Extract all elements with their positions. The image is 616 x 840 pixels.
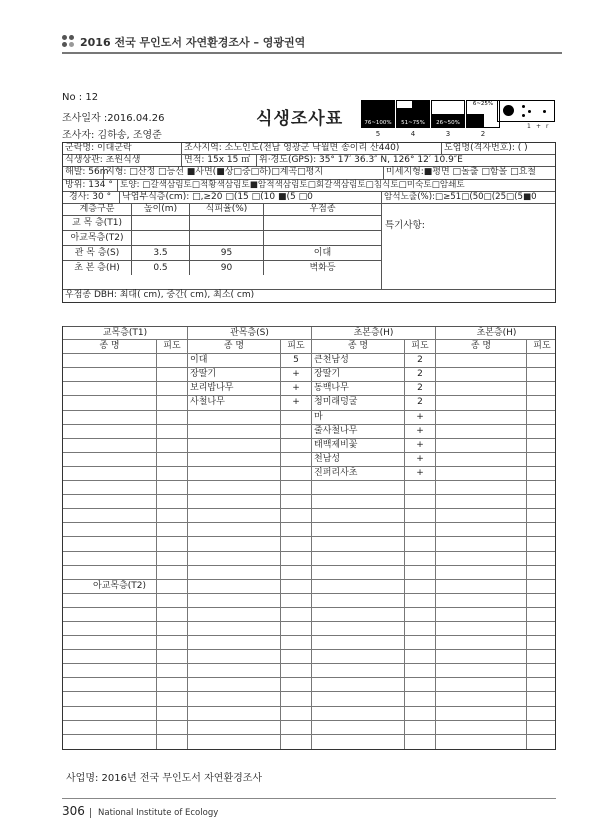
species-row bbox=[63, 650, 555, 664]
herb-species-name: 마 bbox=[311, 411, 404, 424]
herb-species-cover: 2 bbox=[404, 382, 435, 395]
header-title: 2016 전국 무인도서 자연환경조사 – 영광권역 bbox=[80, 36, 306, 49]
vegetation-form bbox=[62, 142, 556, 303]
section-shrub: 관목층(S) bbox=[187, 327, 311, 339]
herb-species-name: 줄사철나무 bbox=[311, 425, 404, 438]
cover-num-2: 2 bbox=[480, 130, 486, 138]
section-herb-2: 초본층(H) bbox=[435, 327, 557, 339]
elevation: 해발: 56m bbox=[65, 167, 109, 178]
layer-row: 관 목 층(S) 3.5 95 이대 bbox=[63, 246, 381, 261]
species-row bbox=[63, 481, 555, 495]
species-row bbox=[63, 411, 555, 425]
herb-species-cover: + bbox=[404, 411, 435, 424]
species-row bbox=[63, 467, 555, 481]
layer-table bbox=[63, 204, 555, 290]
shrub-species-cover: + bbox=[280, 368, 311, 381]
species-row bbox=[63, 735, 555, 749]
shrub-species-name: 장딸기 bbox=[187, 368, 280, 381]
survey-number: No : 12 bbox=[62, 92, 99, 103]
shrub-species-cover: + bbox=[280, 396, 311, 409]
institute-name: National Institute of Ecology bbox=[98, 808, 219, 818]
herb-species-cover: 2 bbox=[404, 368, 435, 381]
cover-box-5: 76~100% bbox=[361, 100, 395, 128]
layer-row: 아교목층(T2) bbox=[63, 231, 381, 246]
micro-topography: 미세지형:■평면 □돌출 □함몰 □요철 bbox=[383, 167, 557, 178]
shrub-species-name: 이대 bbox=[187, 354, 280, 367]
dbh-row bbox=[63, 290, 555, 302]
layer-header-dominant: 우점종 bbox=[263, 204, 381, 215]
remarks-cell bbox=[381, 204, 557, 290]
species-row bbox=[63, 354, 555, 368]
herb-species-name: 태백제비꽃 bbox=[311, 439, 404, 452]
layer-row: 교 목 층(T1) bbox=[63, 216, 381, 231]
herb-species-name: 장딸기 bbox=[311, 368, 404, 381]
shrub-species-name: 사철나무 bbox=[187, 396, 280, 409]
species-row bbox=[63, 692, 555, 706]
sociability-label-1: 1 bbox=[527, 123, 531, 130]
shrub-species-cover: 5 bbox=[280, 354, 311, 367]
herb-species-cover: + bbox=[404, 453, 435, 466]
cover-num-3: 3 bbox=[445, 130, 451, 138]
layer-header-cover: 식피율(%) bbox=[189, 204, 263, 215]
layer-header-name: 계층구분 bbox=[79, 203, 115, 214]
sociability-label-r: r bbox=[546, 123, 549, 130]
species-row bbox=[63, 368, 555, 382]
physiognomy: 식생상관: 초원식생 bbox=[65, 155, 141, 166]
business-name: 사업명: 2016년 전국 무인도서 자연환경조사 bbox=[66, 773, 263, 784]
sociability-label-plus: + bbox=[536, 123, 542, 130]
form-row-slope bbox=[63, 192, 555, 204]
topography: 지형: □산정 □능선 ■사면(■상□중□하)□계곡□평지 bbox=[103, 167, 383, 178]
footer-divider bbox=[90, 808, 91, 818]
species-row bbox=[63, 382, 555, 396]
herb-species-cover: 2 bbox=[404, 396, 435, 409]
layer-row: 초 본 층(H) 0.5 90 벽화등 bbox=[63, 261, 381, 276]
herb-species-name: 진퍼리사초 bbox=[311, 467, 404, 480]
dominant-dbh: 우점종 DBH: 최대( cm), 중간( cm), 최소( cm) bbox=[65, 289, 255, 300]
species-row bbox=[63, 580, 555, 594]
herb-species-name: 천남성 bbox=[311, 453, 404, 466]
dots-icon bbox=[62, 35, 76, 49]
species-section-header bbox=[63, 326, 555, 340]
shrub-species-cover: + bbox=[280, 382, 311, 395]
sociability-legend bbox=[497, 100, 555, 122]
plot-area: 면적: 15x 15 ㎡ bbox=[181, 155, 256, 166]
aspect: 방위: 134 ° bbox=[65, 179, 113, 190]
herb-species-cover: + bbox=[404, 439, 435, 452]
species-row bbox=[63, 636, 555, 650]
species-row bbox=[63, 552, 555, 566]
species-row bbox=[63, 495, 555, 509]
herb-species-cover: + bbox=[404, 425, 435, 438]
herb-species-cover: 2 bbox=[404, 354, 435, 367]
species-row bbox=[63, 537, 555, 551]
shrub-species-name: 보리밥나무 bbox=[187, 382, 280, 395]
subtree-layer-label: 아교목층(T2) bbox=[93, 580, 147, 591]
species-row bbox=[63, 509, 555, 523]
herb-species-cover: + bbox=[404, 467, 435, 480]
herb-species-name: 동백나무 bbox=[311, 382, 404, 395]
cover-box-4: 51~75% bbox=[396, 100, 430, 128]
form-title: 식생조사표 bbox=[256, 109, 344, 129]
layer-header-row bbox=[63, 204, 381, 216]
herb-species-name: 청미래덩굴 bbox=[311, 396, 404, 409]
cover-box-2: 6~25% bbox=[466, 100, 500, 128]
cover-num-4: 4 bbox=[410, 130, 416, 138]
form-row-physiognomy bbox=[63, 155, 555, 167]
cover-num-5: 5 bbox=[375, 130, 381, 138]
species-row bbox=[63, 678, 555, 692]
map-sheet: 도엽명(격자번호): ( ) bbox=[441, 143, 557, 154]
header-rule bbox=[62, 52, 562, 54]
remarks-label: 특기사항: bbox=[385, 219, 425, 231]
slope: 경사: 30 ° bbox=[69, 191, 112, 202]
species-row bbox=[63, 396, 555, 410]
species-table bbox=[62, 326, 556, 750]
surveyors: 조사자: 김하송, 조영준 bbox=[62, 130, 162, 141]
species-row bbox=[63, 523, 555, 537]
species-row bbox=[63, 566, 555, 580]
species-row bbox=[63, 425, 555, 439]
species-row bbox=[63, 721, 555, 735]
form-row-community bbox=[63, 143, 555, 155]
species-row bbox=[63, 608, 555, 622]
footer-rule bbox=[62, 798, 556, 799]
species-row bbox=[63, 594, 555, 608]
soil-type: 토양: □갈색삼림토□적황색삼림토■암적색삼림토□회갈색삼림토□침식토□미숙토□암쇄토 bbox=[117, 180, 557, 191]
cover-box-3: 26~50% bbox=[431, 100, 465, 128]
form-row-terrain bbox=[63, 167, 555, 179]
form-row-soil bbox=[63, 180, 555, 192]
page-header bbox=[62, 32, 562, 54]
page-number: 306 bbox=[62, 804, 85, 818]
litter-layer: 낙엽부식층(cm): □,≥20 □(15 □(10 ■(5 □0 bbox=[119, 192, 381, 203]
survey-area: 조사지역: 소노인도(전남 영광군 낙월면 송이리 산440) bbox=[181, 143, 441, 154]
section-tree: 교목층(T1) bbox=[102, 328, 148, 338]
rock-exposure: 암석노출(%):□≥51□(50□(25□(5■0 bbox=[381, 192, 557, 203]
species-row bbox=[63, 664, 555, 678]
species-row bbox=[63, 707, 555, 721]
section-herb-1: 초본층(H) bbox=[311, 327, 435, 339]
layer-header-height: 높이(m) bbox=[131, 204, 189, 215]
species-row bbox=[63, 439, 555, 453]
species-row bbox=[63, 453, 555, 467]
gps-coordinates: 위·경도(GPS): 35° 17′ 36.3″ N, 126° 12′ 10.9″E bbox=[256, 155, 557, 166]
species-subheader: 종 명 피도 종 명 피도 종 명 피도 종 명 피도 bbox=[63, 340, 555, 354]
community-name: 군락명: 이대군락 bbox=[65, 143, 132, 153]
herb-species-name: 큰천남성 bbox=[311, 354, 404, 367]
species-row bbox=[63, 622, 555, 636]
survey-date: 조사일자 :2016.04.26 bbox=[62, 113, 165, 124]
